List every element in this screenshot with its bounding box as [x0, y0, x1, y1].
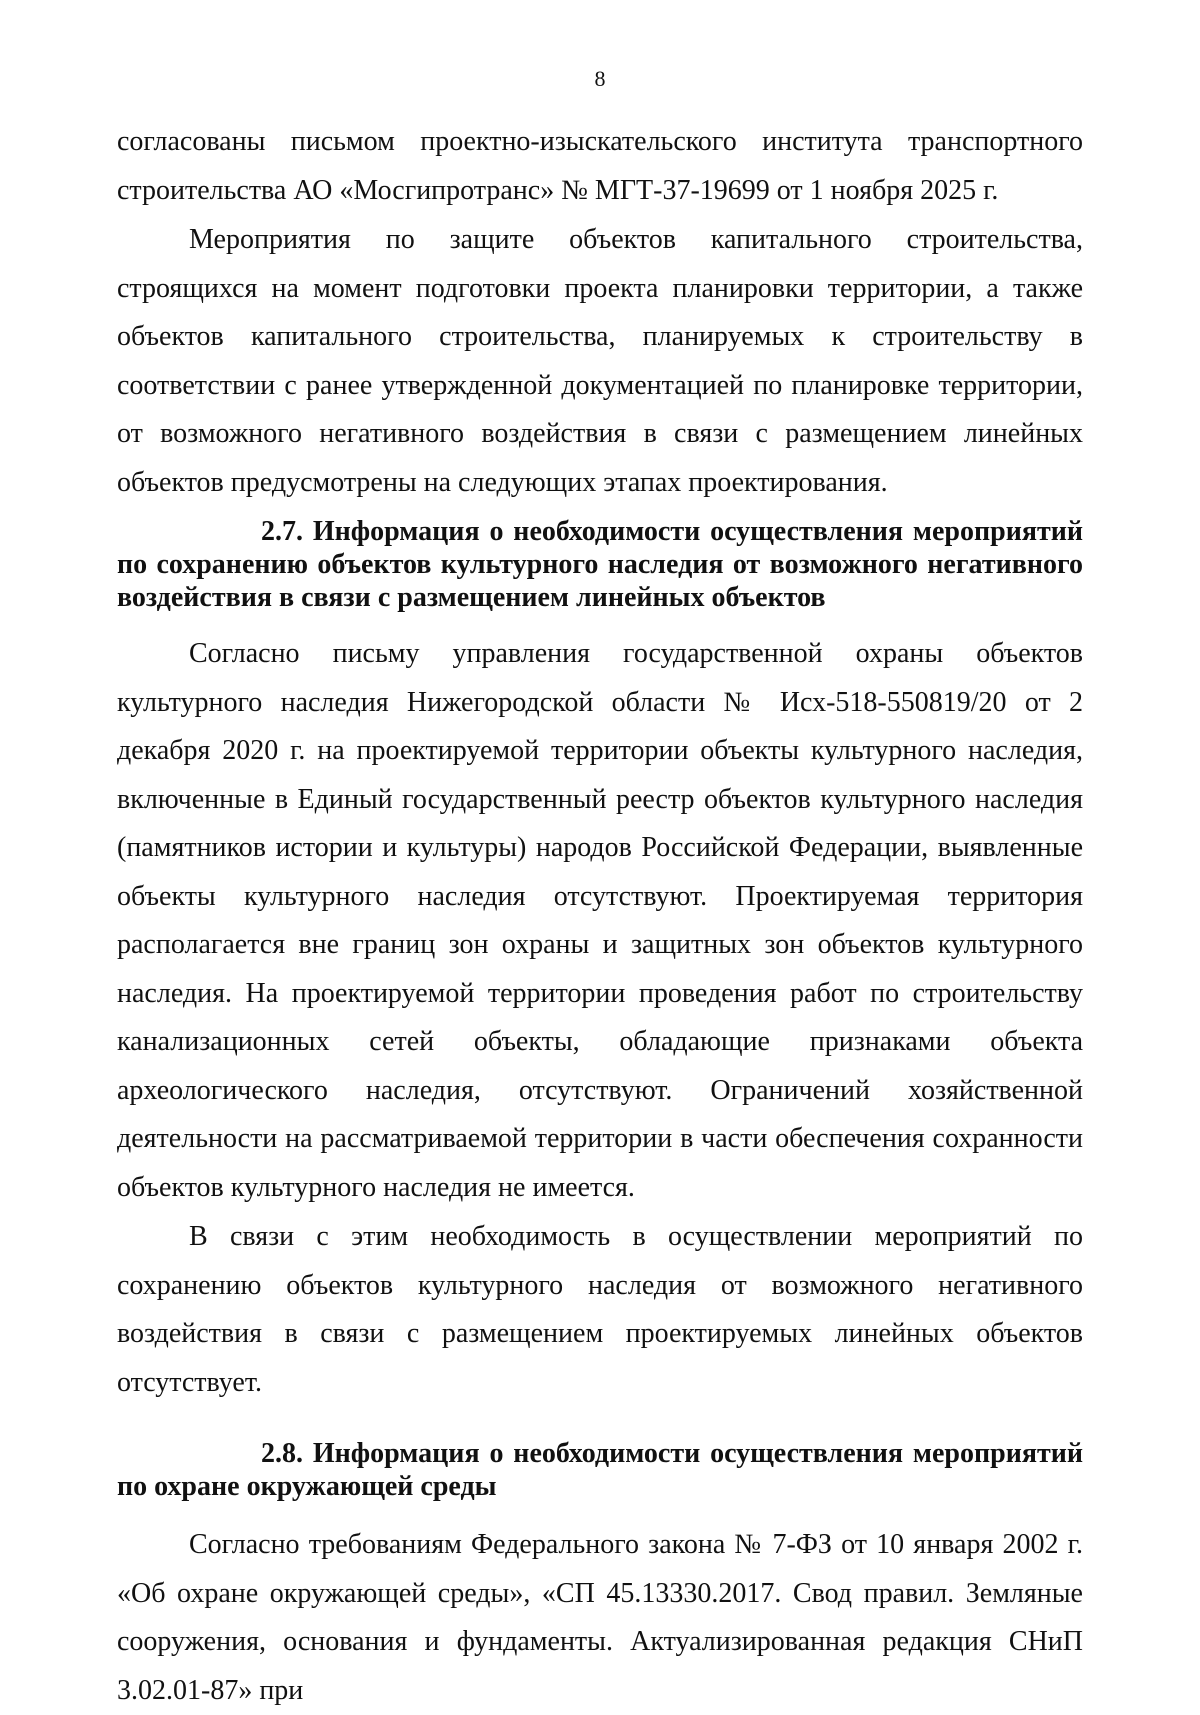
- paragraph-continuation: согласованы письмом проектно-изыскательского института транспортного строительства АО «Мосгипротранс» № МГТ-37-19699 от 1 ноября 2025 г.: [117, 126, 1083, 206]
- section-heading-2-7: [117, 515, 1083, 614]
- paragraph-protection-measures: Мероприятия по защите объектов капитального строительства, строящихся на момент подготовки проекта планировки территории, а также объектов капитального строительства, планируемых к строительству в соответствии с ранее утвержденной документацией по планировке территории, от возможного негативного воздействия в связи с размещением линейных объектов предусмотрены на следующих этапах проектирования.: [117, 224, 1083, 498]
- section-number: 2.8.: [261, 1438, 303, 1469]
- section-title: Информация о необходимости осуществления мероприятий по охране окружающей среды: [117, 1438, 1083, 1502]
- page-number: 8: [594, 66, 606, 91]
- paragraph-cultural-heritage-letter: Согласно письму управления государственной охраны объектов культурного наследия Нижегородской области № Исх-518-550819/20 от 2 декабря 2020 г. на проектируемой территории объекты культурного наследия, включенные в Единый государственный реестр объектов культурного наследия (памятников истории и культуры) народов Российской Федерации, выявленные объекты культурного наследия отсутствуют. Проектируемая территория располагается вне границ зон охраны и защитных зон объектов культурного наследия. На проектируемой территории проведения работ по строительству канализационных сетей объекты, обладающие признаками объекта археологического наследия, отсутствуют. Ограничений хозяйственной деятельности на рассматриваемой территории в части обеспечения сохранности объектов культурного наследия не имеется.: [117, 638, 1083, 1203]
- section-heading-2-8: [117, 1437, 1083, 1503]
- paragraph-cultural-heritage-conclusion: В связи с этим необходимость в осуществлении мероприятий по сохранению объектов культурного наследия от возможного негативного воздействия в связи с размещением проектируемых линейных объектов отсутствует.: [117, 1221, 1083, 1398]
- section-number: 2.7.: [261, 516, 303, 547]
- page-content: [117, 118, 1083, 1715]
- paragraph-environment-requirements: Согласно требованиям Федерального закона № 7-ФЗ от 10 января 2002 г. «Об охране окружающей среды», «СП 45.13330.2017. Свод правил. Земляные сооружения, основания и фундаменты. Актуализированная редакция СНиП 3.02.01-87» при: [117, 1529, 1083, 1706]
- section-title: Информация о необходимости осуществления мероприятий по сохранению объектов культурного наследия от возможного негативного воздействия в связи с размещением линейных объектов: [117, 516, 1083, 613]
